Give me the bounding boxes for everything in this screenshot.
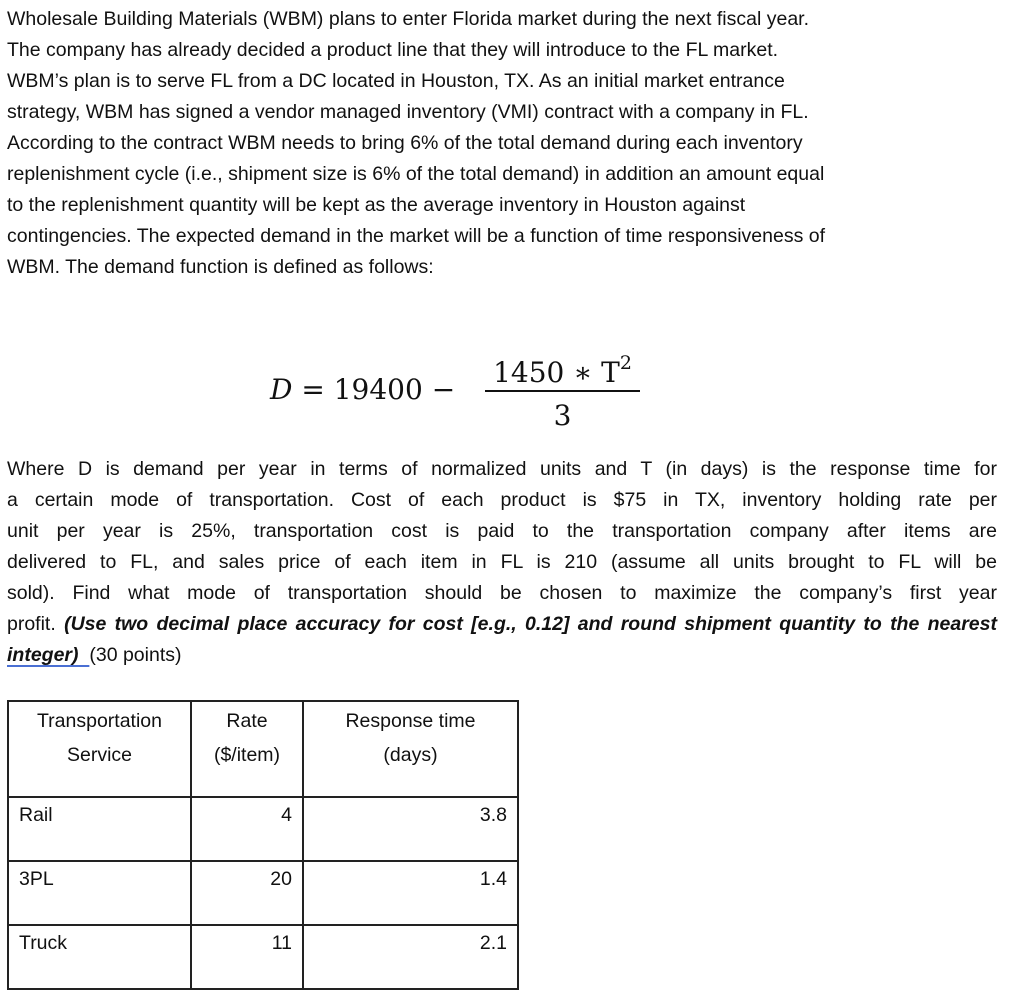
table-row [8, 861, 518, 925]
cell-mode: 3PL [8, 861, 191, 925]
underline-gap [79, 644, 90, 666]
table-header-row [8, 701, 518, 797]
desc-line: delivered to FL, and sales price of each item in FL is 210 (assume all units brought to FL will be [7, 551, 997, 573]
formula-fraction [485, 340, 640, 434]
formula-exponent: 2 [619, 352, 632, 374]
intro-line: WBM. The demand function is defined as follows: [7, 256, 434, 278]
intro-line: replenishment cycle (i.e., shipment size is 6% of the total demand) in addition an amount equal [7, 163, 825, 185]
table-row [8, 797, 518, 861]
header-line: (days) [383, 744, 438, 766]
instructions-bold-end: integer) [7, 644, 79, 666]
transport-modes-table [7, 700, 519, 990]
intro-line: strategy, WBM has signed a vendor managed inventory (VMI) contract with a company in FL. [7, 101, 809, 123]
header-line: Transportation [36, 710, 162, 732]
header-rate [191, 701, 303, 797]
intro-line: The company has already decided a product line that they will introduce to the FL market. [7, 39, 779, 61]
formula-lhs-constant: = 19400 − [292, 373, 456, 406]
cell-rate: 4 [191, 797, 303, 861]
cell-response-time: 3.8 [303, 797, 518, 861]
instructions-bold: (Use two decimal place accuracy for cost [e.g., 0.12] and round shipment quantity to the nearest [64, 613, 997, 635]
formula-numerator-text: 1450 ∗ T [493, 356, 620, 389]
desc-line: sold). Find what mode of transportation should be chosen to maximize the company’s first year [7, 582, 997, 604]
header-line: Service [66, 744, 133, 766]
cell-response-time: 1.4 [303, 861, 518, 925]
cell-mode: Rail [8, 797, 191, 861]
formula-lhs [270, 373, 455, 406]
problem-intro [7, 4, 997, 283]
intro-line: Wholesale Building Materials (WBM) plans to enter Florida market during the next fiscal year. [7, 8, 810, 30]
desc-prefix: profit. [7, 613, 65, 635]
problem-description [7, 454, 997, 671]
header-line: Response time [345, 710, 476, 732]
desc-line: unit per year is 25%, transportation cost is paid to the transportation company after items are [7, 520, 997, 542]
cell-rate: 11 [191, 925, 303, 989]
intro-line: According to the contract WBM needs to bring 6% of the total demand during each inventory [7, 132, 803, 154]
intro-line: WBM’s plan is to serve FL from a DC located in Houston, TX. As an initial market entrance [7, 70, 785, 92]
formula-lhs-variable: D [270, 373, 293, 406]
formula-denominator: 3 [553, 399, 572, 432]
desc-line-instructions [7, 609, 997, 640]
formula-numerator [485, 340, 640, 389]
desc-line: a certain mode of transportation. Cost of each product is $75 in TX, inventory holding rate per [7, 489, 997, 511]
header-line: ($/item) [213, 744, 281, 766]
table-row [8, 925, 518, 989]
desc-line: Where D is demand per year in terms of normalized units and T (in days) is the response time for [7, 458, 997, 480]
intro-line: to the replenishment quantity will be kept as the average inventory in Houston against [7, 194, 746, 216]
desc-line-points [7, 640, 997, 671]
header-line: Rate [226, 710, 268, 732]
header-transportation-service [8, 701, 191, 797]
points-label: (30 points) [89, 644, 182, 666]
intro-line: contingencies. The expected demand in the market will be a function of time responsiveness of [7, 225, 826, 247]
cell-mode: Truck [8, 925, 191, 989]
header-response-time [303, 701, 518, 797]
cell-response-time: 2.1 [303, 925, 518, 989]
fraction-bar [485, 390, 640, 392]
cell-rate: 20 [191, 861, 303, 925]
